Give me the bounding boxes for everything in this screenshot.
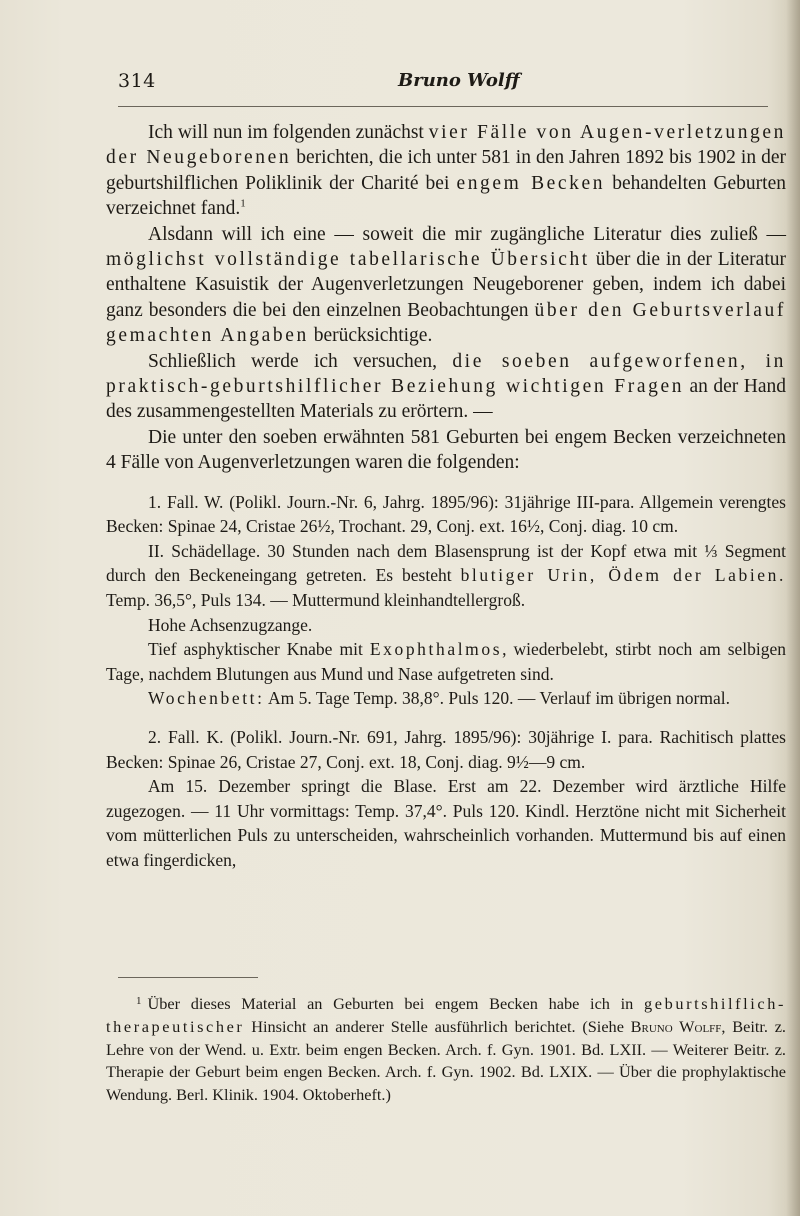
spaced-text: möglichst vollständige tabellarische Übersicht [106,249,590,271]
header-rule [118,106,768,107]
text-run: über die in der Literatur enthaltene Kasuistik der Augenverletzungen Neugeborener geben, indem ich dabei ganz besonders die bei den einzelnen Beobachtungen [106,249,786,321]
footnote-1 [106,990,786,1107]
text-run: Ich will nun im folgenden zunächst [148,122,429,143]
footnote-marker: 1 [136,995,142,1007]
case-2-heading: 2. Fall. K. (Polikl. Journ.-Nr. 691, Jahrg. 1895/96): 30jährige I. para. Rachitisch plattes Becken: Spinae 26, Cristae 27, Conj. ext. 18, Conj. diag. 9½—9 cm. [106,727,786,772]
author-name: Bruno Wolff [630,1016,722,1036]
spaced-text: blutiger Urin, Ödem der Labien. [460,565,786,586]
footnote-rule [118,977,258,978]
case-1-heading: 1. Fall. W. (Polikl. Journ.-Nr. 6, Jahrg. 1895/96): 31jährige III-para. Allgemein verengtes Becken: Spinae 24, Cristae 26½, Trochant. 29, Conj. ext. 16½, Conj. diag. 10 cm. [106,491,786,537]
text-run: , Beitr. z. Lehre von der Wend. u. Extr. beim engen Becken. Arch. f. Gyn. 1901. Bd. LXII. — Weiterer Beitr. z. Therapie der Geburt beim engen Becken. Arch. f. Gyn. 1902. Bd. LXIX. — Über die prophylaktische Wendung. Berl. Klinik. 1904. Oktoberheft.) [106,1016,786,1105]
case-1-child [106,637,786,686]
text-run: II. Schädellage. 30 Stunden nach dem Blasensprung ist der Kopf etwa mit ⅓ Segment durch den Beckeneingang getreten. Es besteht [106,540,786,586]
text-run: Hinsicht an anderer Stelle ausführlich berichtet. (Siehe [244,1016,631,1036]
footnote-ref[interactable]: 1 [240,197,246,210]
text-run: an der Hand des zusammengestellten Materials zu erörtern. — [106,376,786,423]
text-run: Alsdann will ich eine — soweit die mir zugängliche Literatur dies zuließ — [148,223,786,245]
text-run: berichten, die ich unter 581 in den Jahren 1892 bis 1902 in der geburtshilflichen Poliklinik der Charité bei [106,147,787,194]
footnote [106,990,786,1107]
paragraph-4: Die unter den soeben erwähnten 581 Geburten bei engem Becken verzeichneten 4 Fälle von Augenverletzungen waren die folgenden: [106,426,786,474]
spaced-text: über den Geburtsverlauf gemachten Angaben [106,299,787,347]
case-reports [106,490,786,873]
text-run: berücksichtige. [308,325,433,347]
running-head: Bruno Wolff [398,70,520,91]
text-run: , wiederbelebt, stirbt noch am selbigen Tage, nachdem Blutungen aus Mund und Nase aufgetreten sind. [106,639,787,684]
paragraph-3 [106,349,786,425]
case-1-labour [106,539,786,613]
body-text [106,120,786,873]
spaced-text: geburtshilflich-therapeutischer [106,994,786,1036]
text-run: Temp. 36,5°, Puls 134. — Muttermund kleinhandtellergroß. [106,590,526,611]
page-edge-shadow [786,0,800,1216]
page-header [118,70,718,100]
case-2-labour: Am 15. Dezember springt die Blase. Erst am 22. Dezember wird ärztliche Hilfe zugezogen. — 11 Uhr vormittags: Temp. 37,4°. Puls 120. Kindl. Herztöne nicht mit Sicherheit vom mütterlichen Puls zu unterscheiden, wahrscheinlich vorhanden. Muttermund bis auf einen etwa fingerdicken, [106,776,786,870]
text-run: Über dieses Material an Geburten bei engem Becken habe ich in [147,994,645,1013]
case-1-puerperium [106,686,786,711]
intro-paragraphs [106,120,786,476]
text-run: Tief asphyktischer Knabe mit [148,639,370,660]
spaced-text: vier Fälle von Augen-verletzungen der Neugeborenen [106,122,786,169]
paragraph-1 [106,120,786,222]
page-number: 314 [118,70,156,92]
text-run: behandelten Geburten verzeichnet fand. [106,172,786,220]
paragraph-2 [106,222,786,349]
spaced-text: engem Becken [456,172,606,194]
spaced-text: Exophthalmos [369,639,503,660]
case-1-forceps: Hohe Achsenzugzange. [148,614,313,635]
spaced-text: die soeben aufgeworfenen, in praktisch-geburtshilflicher Beziehung wichtigen Fragen [106,350,786,398]
text-run: Am 5. Tage Temp. 38,8°. Puls 120. — Verlauf im übrigen normal. [264,688,730,709]
spaced-text: Wochenbett: [148,688,265,709]
text-run: Schließlich werde ich versuchen, [148,350,453,372]
